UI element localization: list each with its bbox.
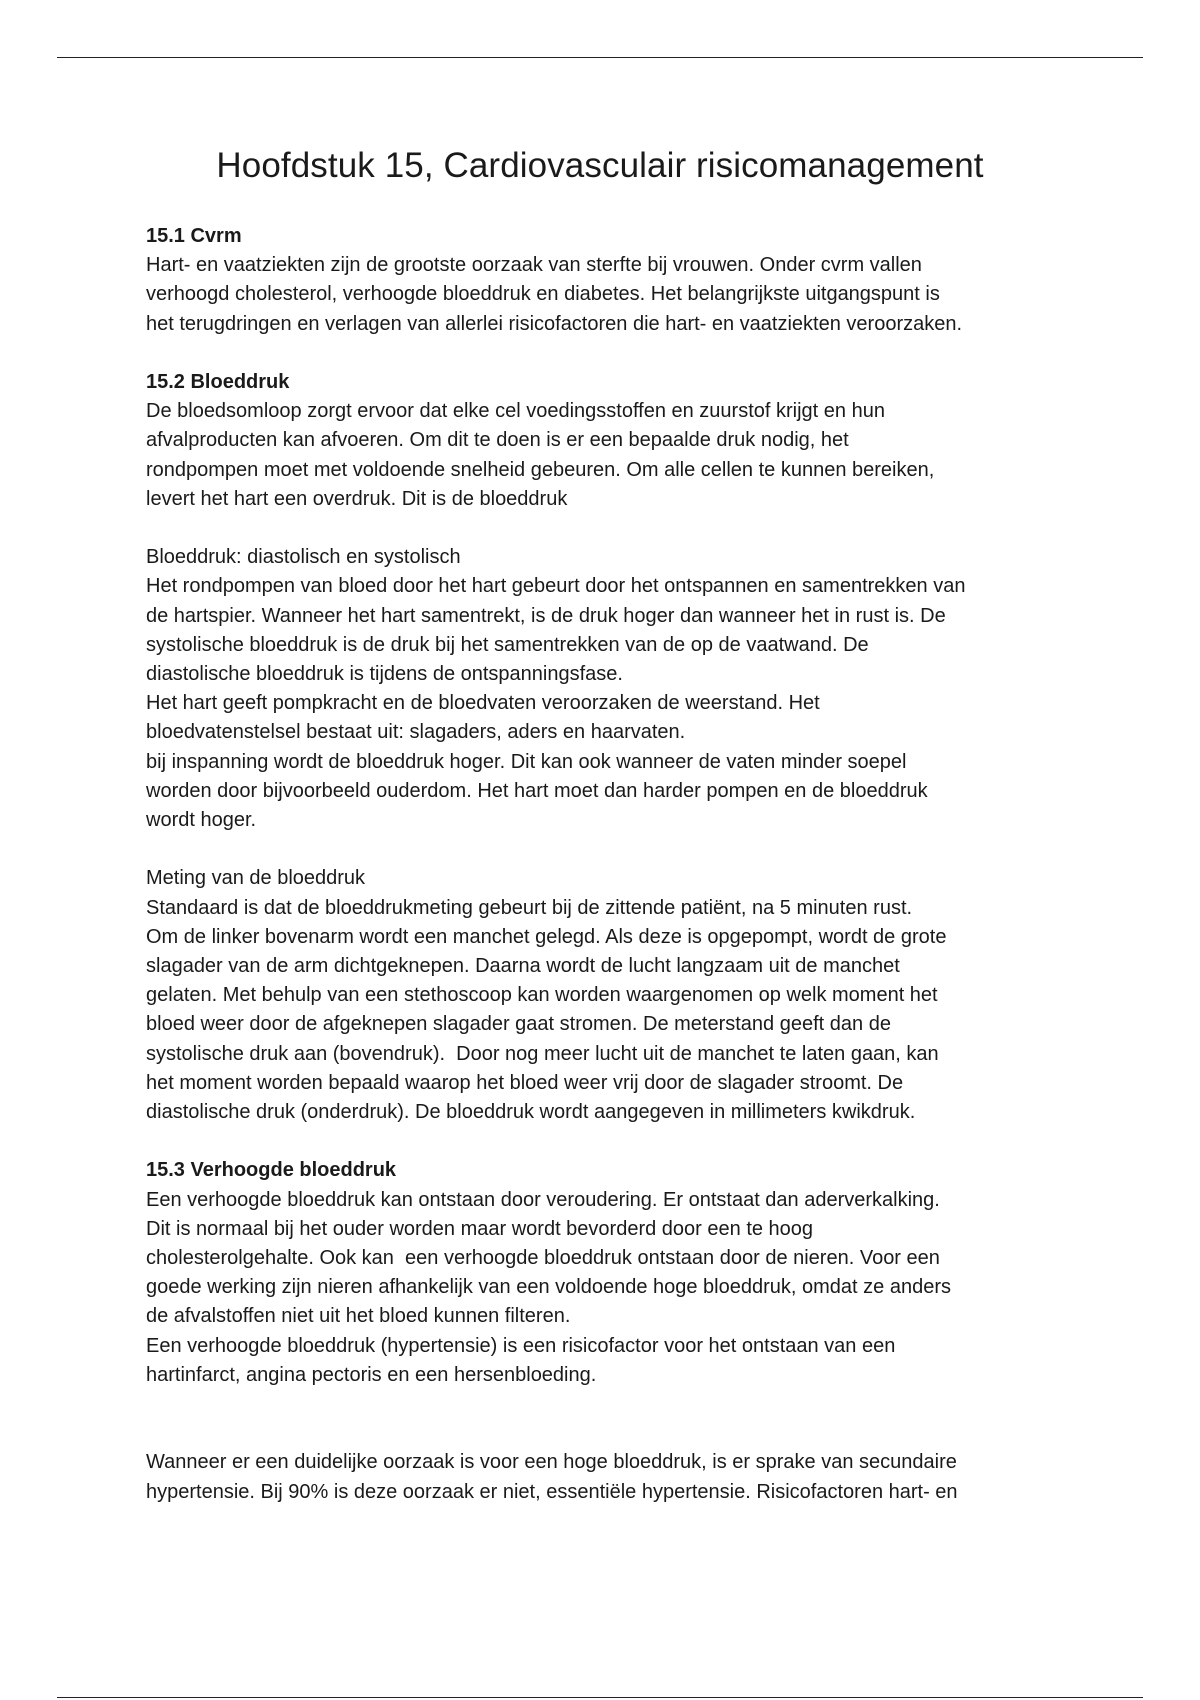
paragraph-line: De bloedsomloop zorgt ervoor dat elke cel voedingsstoffen en zuurstof krijgt en hun [146, 400, 885, 423]
paragraph-line: gelaten. Met behulp van een stethoscoop kan worden waargenomen op welk moment het [146, 984, 938, 1007]
spacer [146, 1390, 1076, 1448]
paragraph-line: hypertensie. Bij 90% is deze oorzaak er niet, essentiële hypertensie. Risicofactoren hart- en [146, 1480, 958, 1503]
paragraph-line: Het rondpompen van bloed door het hart gebeurt door het ontspannen en samentrekken van [146, 575, 966, 598]
paragraph-line: worden door bijvoorbeeld ouderdom. Het hart moet dan harder pompen en de bloeddruk [146, 779, 928, 802]
top-rule [57, 57, 1143, 58]
paragraph-line: slagader van de arm dichtgeknepen. Daarna wordt de lucht langzaam uit de manchet [146, 955, 900, 978]
paragraph-line: Een verhoogde bloeddruk kan ontstaan door veroudering. Er ontstaat dan aderverkalking. [146, 1188, 940, 1211]
section-heading-15-1: 15.1 Cvrm [146, 225, 242, 247]
paragraph-line: afvalproducten kan afvoeren. Om dit te doen is er een bepaalde druk nodig, het [146, 429, 849, 452]
subsection-heading-diastolisch-systolisch: Bloeddruk: diastolisch en systolisch [146, 546, 461, 569]
paragraph-line: wordt hoger. [146, 809, 257, 832]
paragraph-line: bloedvatenstelsel bestaat uit: slagaders, aders en haarvaten. [146, 721, 686, 744]
paragraph-line: rondpompen moet met voldoende snelheid gebeuren. Om alle cellen te kunnen bereiken, [146, 458, 935, 481]
paragraph-line: systolische bloeddruk is de druk bij het samentrekken van de op de vaatwand. De [146, 633, 869, 656]
spacer [146, 835, 1076, 864]
spacer [146, 1127, 1076, 1156]
paragraph-line: de hartspier. Wanneer het hart samentrekt, is de druk hoger dan wanneer het in rust is. De [146, 604, 946, 627]
subsection-heading-meting: Meting van de bloeddruk [146, 867, 366, 890]
bottom-rule [57, 1697, 1143, 1698]
paragraph-line: verhoogd cholesterol, verhoogde bloeddruk en diabetes. Het belangrijkste uitgangspunt is [146, 283, 940, 306]
paragraph-line: het moment worden bepaald waarop het bloed weer vrij door de slagader stroomt. De [146, 1071, 904, 1094]
document-body [146, 222, 1076, 1507]
spacer [146, 339, 1076, 368]
paragraph-line: de afvalstoffen niet uit het bloed kunnen filteren. [146, 1305, 571, 1328]
spacer [146, 514, 1076, 543]
paragraph-line: Het hart geeft pompkracht en de bloedvaten veroorzaken de weerstand. Het [146, 692, 820, 715]
paragraph-line: diastolische bloeddruk is tijdens de ontspanningsfase. [146, 663, 623, 686]
paragraph-line: Standaard is dat de bloeddrukmeting gebeurt bij de zittende patiënt, na 5 minuten rust. [146, 896, 913, 919]
section-heading-15-3: 15.3 Verhoogde bloeddruk [146, 1159, 397, 1182]
paragraph-line: cholesterolgehalte. Ook kan een verhoogde bloeddruk ontstaan door de nieren. Voor een [146, 1247, 940, 1270]
section-heading-15-2: 15.2 Bloeddruk [146, 371, 290, 393]
paragraph-line: het terugdringen en verlagen van allerlei risicofactoren die hart- en vaatziekten veroorzaken. [146, 312, 963, 335]
paragraph-line: hartinfarct, angina pectoris en een hersenbloeding. [146, 1363, 597, 1386]
paragraph-line: Hart- en vaatziekten zijn de grootste oorzaak van sterfte bij vrouwen. Onder cvrm vallen [146, 254, 922, 277]
paragraph-line: bloed weer door de afgeknepen slagader gaat stromen. De meterstand geeft dan de [146, 1013, 891, 1036]
paragraph-line: goede werking zijn nieren afhankelijk van een voldoende hoge bloeddruk, omdat ze anders [146, 1276, 951, 1299]
paragraph-line: Wanneer er een duidelijke oorzaak is voor een hoge bloeddruk, is er sprake van secundaire [146, 1451, 957, 1474]
paragraph-line: levert het hart een overdruk. Dit is de bloeddruk [146, 487, 568, 510]
paragraph-line: Om de linker bovenarm wordt een manchet gelegd. Als deze is opgepompt, wordt de grote [146, 925, 947, 948]
paragraph-line: Een verhoogde bloeddruk (hypertensie) is een risicofactor voor het ontstaan van een [146, 1334, 896, 1357]
paragraph-line: bij inspanning wordt de bloeddruk hoger. Dit kan ook wanneer de vaten minder soepel [146, 750, 907, 773]
paragraph-line: diastolische druk (onderdruk). De bloeddruk wordt aangegeven in millimeters kwikdruk. [146, 1101, 916, 1124]
page-title: Hoofdstuk 15, Cardiovasculair risicomanagement [216, 146, 984, 185]
paragraph-line: systolische druk aan (bovendruk). Door nog meer lucht uit de manchet te laten gaan, kan [146, 1042, 939, 1065]
paragraph-line: Dit is normaal bij het ouder worden maar wordt bevorderd door een te hoog [146, 1217, 814, 1240]
